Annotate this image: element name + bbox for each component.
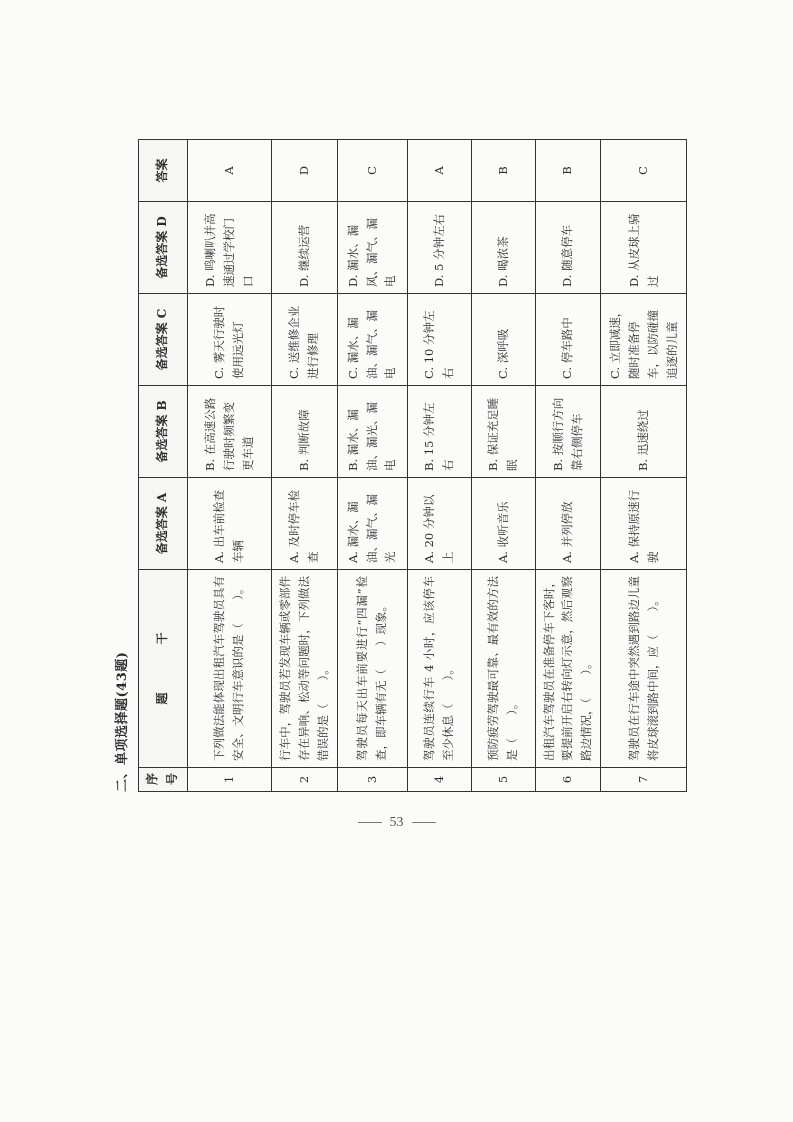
row-answer: C: [337, 140, 407, 202]
question-table: [138, 139, 687, 792]
row-option-d: D. 从皮球上骑过: [601, 202, 687, 294]
row-num: 1: [187, 768, 271, 792]
row-num: 7: [601, 768, 687, 792]
header-row: [139, 140, 188, 792]
row-option-b: B. 按顺行方向靠右侧停车: [535, 386, 601, 478]
row-option-d: D. 随意停车: [535, 202, 601, 294]
row-answer: C: [601, 140, 687, 202]
row-stem: 驾驶员在行车途中突然遇到路边儿童将皮球滚到路中间，应（ ）。: [601, 570, 687, 768]
header-d: 备选答案 D: [139, 202, 188, 294]
row-option-c: C. 漏水、漏油、漏气、漏电: [337, 294, 407, 386]
table-row: [535, 140, 601, 792]
row-answer: B: [535, 140, 601, 202]
row-num: 4: [407, 768, 471, 792]
table-row: [187, 140, 271, 792]
page-number-text: 53: [389, 815, 404, 830]
row-stem: 下列做法能体现出租汽车驾驶员具有安全、文明行车意识的是（ ）。: [187, 570, 271, 768]
row-option-c: C. 停车路中: [535, 294, 601, 386]
row-option-b: B. 迅速绕过: [601, 386, 687, 478]
row-stem: 驾驶员每天出车前要进行“四漏”检查，即车辆有无（ ）现象。: [337, 570, 407, 768]
row-option-b: B. 判断故障: [271, 386, 337, 478]
row-answer: A: [407, 140, 471, 202]
row-stem: 驾驶员连续行车 4 小时，应该停车至少休息（ ）。: [407, 570, 471, 768]
row-option-b: B. 保证充足睡眠: [471, 386, 535, 478]
row-option-c: C. 深呼吸: [471, 294, 535, 386]
row-option-a: A. 及时停车检查: [271, 478, 337, 570]
row-option-a: A. 并列停放: [535, 478, 601, 570]
row-option-b: B. 漏水、漏油、漏光、漏电: [337, 386, 407, 478]
row-stem: 出租汽车驾驶员在准备停车下客时，要提前开启右转向灯示意，然后观察路边情况，（ ）。: [535, 570, 601, 768]
row-option-a: A. 20 分钟以上: [407, 478, 471, 570]
row-option-a: A. 收听音乐: [471, 478, 535, 570]
row-option-c: C. 雾天行驶时使用远光灯: [187, 294, 271, 386]
rotated-content: [112, 140, 679, 792]
row-option-c: C. 10 分钟左右: [407, 294, 471, 386]
row-option-d: D. 继续运营: [271, 202, 337, 294]
header-a: 备选答案 A: [139, 478, 188, 570]
header-b: 备选答案 B: [139, 386, 188, 478]
table-row: [337, 140, 407, 792]
row-answer: B: [471, 140, 535, 202]
row-answer: A: [187, 140, 271, 202]
header-c: 备选答案 C: [139, 294, 188, 386]
header-stem: 题 干: [139, 570, 188, 768]
row-option-d: D. 鸣喇叭并高速通过学校门口: [187, 202, 271, 294]
row-option-a: A. 保持原速行驶: [601, 478, 687, 570]
table-row: [407, 140, 471, 792]
table-row: [271, 140, 337, 792]
table-row: [601, 140, 687, 792]
row-option-c: C. 立即减速，随时准备停车，以防碰撞追逐的儿童: [601, 294, 687, 386]
row-option-b: B. 15 分钟左右: [407, 386, 471, 478]
page-number: [0, 815, 793, 831]
section-title: 二、单项选择题(43题): [115, 651, 130, 792]
page-number-dash-left: [358, 822, 382, 823]
row-num: 3: [337, 768, 407, 792]
row-option-b: B. 在高速公路行驶时频繁变更车道: [187, 386, 271, 478]
row-stem: 预防疲劳驾驶最可靠、最有效的方法是（ ）。: [471, 570, 535, 768]
row-option-a: A. 漏水、漏油、漏气、漏光: [337, 478, 407, 570]
row-option-a: A. 出车前检查车辆: [187, 478, 271, 570]
header-answer: 答案: [139, 140, 188, 202]
table-row: [471, 140, 535, 792]
header-num: 序号: [139, 768, 188, 792]
row-option-c: C. 送维修企业进行修理: [271, 294, 337, 386]
row-answer: D: [271, 140, 337, 202]
page-number-dash-right: [412, 822, 436, 823]
row-num: 5: [471, 768, 535, 792]
row-stem: 行车中，驾驶员若发现车辆或零部件存在异响、松动等问题时，下列做法错误的是（ ）。: [271, 570, 337, 768]
row-option-d: D. 5 分钟左右: [407, 202, 471, 294]
row-num: 2: [271, 768, 337, 792]
row-option-d: D. 喝浓茶: [471, 202, 535, 294]
row-option-d: D. 漏水、漏风、漏气、漏电: [337, 202, 407, 294]
row-num: 6: [535, 768, 601, 792]
